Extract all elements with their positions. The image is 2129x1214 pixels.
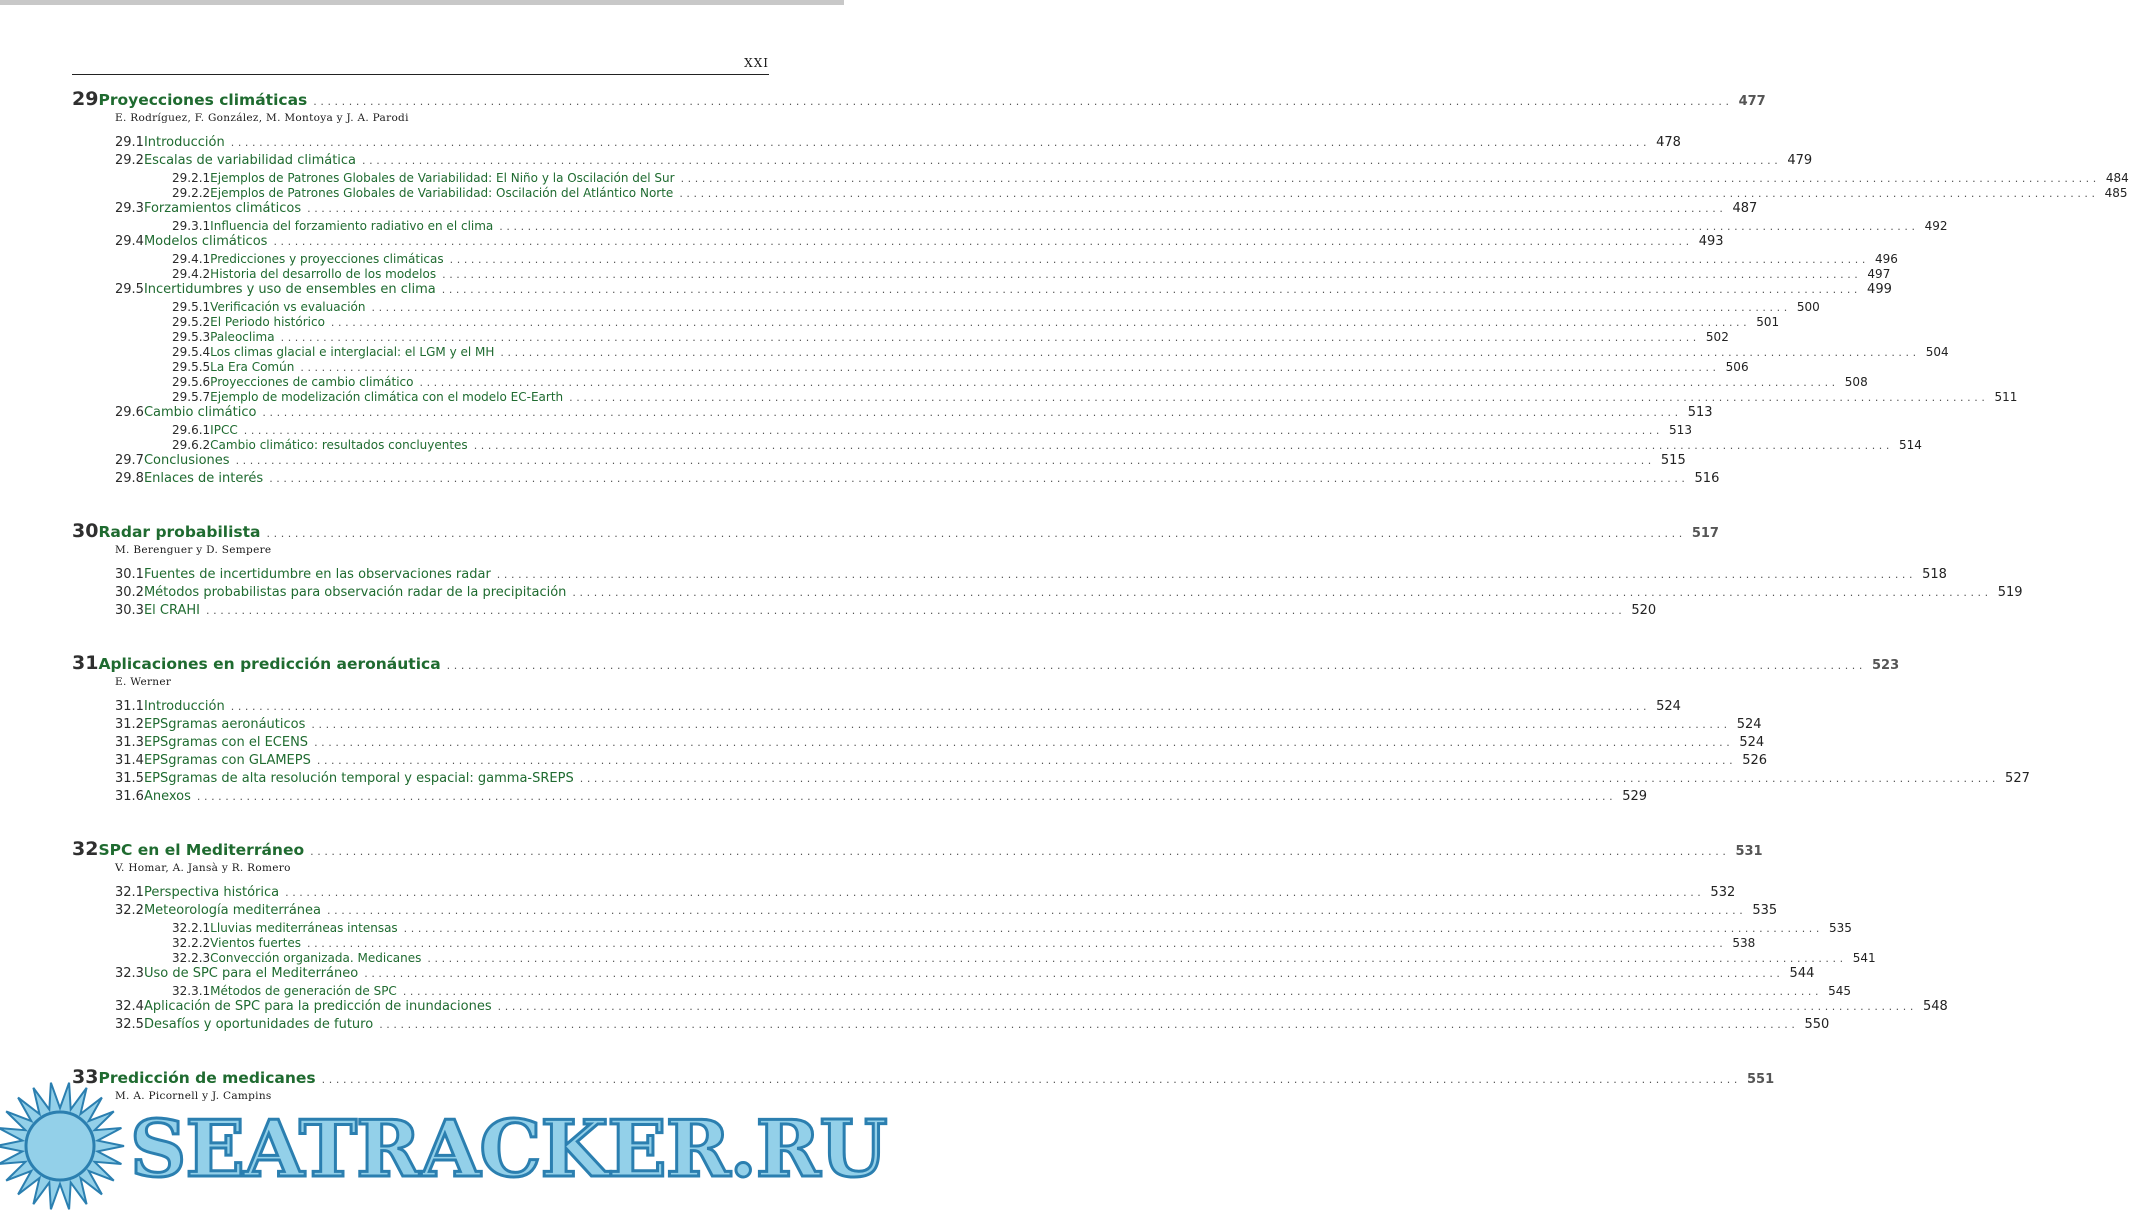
leader-dots: ........................................................................................................................................................................................................ [310, 845, 1730, 858]
section-number: 29.3 [115, 201, 144, 216]
sun-icon [0, 1083, 124, 1210]
subsection-title[interactable]: IPCC [210, 423, 238, 437]
chapter-page: 477 [1738, 94, 1766, 109]
section-title[interactable]: EPSgramas con GLAMEPS [143, 753, 311, 768]
section-page: 499 [1867, 282, 1892, 297]
section-number: 32.2 [115, 903, 144, 918]
leader-dots: ........................................................................................................................................................................................................ [266, 527, 1686, 540]
section-page: 519 [1997, 585, 2023, 600]
subsection-title[interactable]: El Periodo histórico [210, 315, 325, 329]
section-number: 29.4 [115, 234, 144, 249]
chapter-authors: M. A. Picornell y J. Campins [115, 1090, 272, 1102]
subsection-page: 500 [1796, 300, 1820, 314]
toc-subsection[interactable] [72, 315, 1780, 330]
section-number: 30.1 [115, 567, 144, 582]
subsection-title[interactable]: Lluvias mediterráneas intensas [210, 921, 398, 935]
subsection-title[interactable]: La Era Común [210, 360, 295, 374]
section-title[interactable]: El CRAHI [143, 603, 200, 618]
leader-dots: ........................................................................................................................................................................................................ [273, 235, 1693, 248]
leader-dots: ........................................................................................................................................................................................................ [427, 952, 1847, 965]
subsection-page: 492 [1924, 219, 1948, 233]
subsection-title[interactable]: Verificación vs evaluación [210, 300, 366, 314]
section-number: 29.6 [115, 405, 144, 420]
subsection-page: 513 [1669, 423, 1692, 437]
section-title[interactable]: Aplicación de SPC para la predicción de inundaciones [143, 999, 492, 1014]
toc-subsection[interactable] [72, 345, 1949, 360]
section-title[interactable]: Meteorología mediterránea [143, 903, 322, 918]
section-page: 532 [1710, 885, 1736, 900]
leader-dots: ........................................................................................................................................................................................................ [449, 253, 1869, 266]
toc-section[interactable] [72, 966, 1815, 984]
section-number: 31.1 [115, 699, 144, 714]
chapter-page: 551 [1746, 1072, 1775, 1087]
leader-dots: ........................................................................................................................................................................................................ [206, 604, 1626, 617]
section-title[interactable]: Conclusiones [143, 453, 230, 468]
leader-dots: ........................................................................................................................................................................................................ [300, 361, 1720, 374]
subsection-number: 29.6.2 [172, 438, 211, 452]
toc-subsection[interactable] [72, 423, 1692, 438]
leader-dots: ........................................................................................................................................................................................................ [313, 95, 1733, 108]
leader-dots: ........................................................................................................................................................................................................ [500, 346, 1920, 359]
section-title[interactable]: Fuentes de incertidumbre en las observaciones radar [143, 567, 491, 582]
chapter-number: 33 [72, 1066, 99, 1088]
toc-subsection[interactable] [72, 300, 1820, 315]
subsection-page: 545 [1828, 984, 1852, 998]
section-number: 32.5 [115, 1017, 144, 1032]
leader-dots: ........................................................................................................................................................................................................ [280, 331, 1700, 344]
subsection-title[interactable]: Vientos fuertes [210, 936, 302, 950]
leader-dots: ........................................................................................................................................................................................................ [572, 586, 1992, 599]
header-rule [72, 74, 769, 75]
leader-dots: ........................................................................................................................................................................................................ [262, 406, 1682, 419]
chapter-number: 29 [72, 88, 99, 110]
toc-section[interactable] [72, 717, 1762, 735]
leader-dots: ........................................................................................................................................................................................................ [499, 220, 1919, 233]
section-number: 30.3 [115, 603, 144, 618]
chapter-authors: V. Homar, A. Jansà y R. Romero [115, 862, 291, 874]
toc-section[interactable] [72, 789, 1648, 807]
chapter-authors: M. Berenguer y D. Sempere [115, 544, 272, 556]
leader-dots: ........................................................................................................................................................................................................ [285, 886, 1705, 899]
subsection-page: 514 [1899, 438, 1922, 452]
chapter-title[interactable]: SPC en el Mediterráneo [98, 841, 305, 859]
leader-dots: ........................................................................................................................................................................................................ [442, 268, 1862, 281]
section-title[interactable]: Introducción [143, 135, 225, 150]
leader-dots: ........................................................................................................................................................................................................ [379, 1018, 1799, 1031]
section-title[interactable]: Perspectiva histórica [143, 885, 280, 900]
chapter-page: 531 [1735, 844, 1763, 859]
section-number: 29.7 [115, 453, 144, 468]
toc-section[interactable] [72, 567, 1947, 585]
toc-section[interactable] [72, 153, 1813, 171]
subsection-title[interactable]: Cambio climático: resultados concluyentes [210, 438, 468, 452]
toc-subsection[interactable] [72, 984, 1852, 999]
leader-dots: ........................................................................................................................................................................................................ [402, 985, 1823, 998]
section-page: 520 [1631, 603, 1657, 618]
page-number: XXI [744, 56, 769, 70]
section-number: 32.3 [115, 966, 144, 981]
subsection-number: 32.3.1 [172, 984, 211, 998]
subsection-number: 32.2.3 [172, 951, 211, 965]
toc-subsection[interactable] [72, 375, 1868, 390]
section-title[interactable]: EPSgramas de alta resolución temporal y espacial: gamma-SREPS [143, 771, 574, 786]
subsection-number: 32.2.2 [172, 936, 211, 950]
section-number: 29.8 [115, 471, 144, 486]
toc-chapter [72, 88, 2129, 489]
subsection-number: 29.3.1 [172, 219, 211, 233]
subsection-title[interactable]: Métodos de generación de SPC [210, 984, 397, 998]
section-title[interactable]: Cambio climático [143, 405, 257, 420]
toc-subsection[interactable] [72, 951, 1876, 966]
toc-section[interactable] [72, 201, 1758, 219]
subsection-title[interactable]: Los climas glacial e interglacial: el LGM y el MH [210, 345, 495, 359]
toc-section[interactable] [72, 453, 1686, 471]
section-page: 515 [1660, 453, 1686, 468]
leader-dots: ........................................................................................................................................................................................................ [327, 904, 1747, 917]
subsection-title[interactable]: Paleoclima [210, 330, 275, 344]
subsection-number: 29.5.1 [172, 300, 211, 314]
subsection-page: 506 [1725, 360, 1749, 374]
toc-subsection[interactable] [72, 330, 1729, 345]
section-title[interactable]: Anexos [143, 789, 191, 804]
subsection-title[interactable]: Convección organizada. Medicanes [210, 951, 422, 965]
section-page: 526 [1742, 753, 1768, 768]
section-title[interactable]: Incertidumbres y uso de ensembles en clima [143, 282, 436, 297]
section-page: 524 [1656, 699, 1681, 714]
toc-subsection[interactable] [72, 186, 2128, 201]
section-page: 524 [1736, 717, 1762, 732]
chapter-heading[interactable] [72, 520, 1719, 542]
subsection-page: 501 [1756, 315, 1780, 329]
section-number: 31.4 [115, 753, 144, 768]
toc-section[interactable] [72, 903, 1778, 921]
chapter-title[interactable]: Aplicaciones en predicción aeronáutica [98, 655, 441, 673]
section-number: 32.1 [115, 885, 144, 900]
chapter-heading[interactable] [72, 838, 1763, 860]
leader-dots: ........................................................................................................................................................................................................ [330, 316, 1751, 329]
leader-dots: ........................................................................................................................................................................................................ [269, 472, 1689, 485]
toc-subsection[interactable] [72, 936, 1756, 951]
watermark-text: SEATRACKER.RU [130, 1104, 887, 1195]
section-title[interactable]: Forzamientos climáticos [143, 201, 302, 216]
subsection-number: 29.5.2 [172, 315, 211, 329]
section-title[interactable]: Métodos probabilistas para observación radar de la precipitación [143, 585, 567, 600]
section-page: 487 [1732, 201, 1758, 216]
chapter-authors: E. Werner [115, 676, 172, 688]
section-number: 31.2 [115, 717, 144, 732]
subsection-page: 504 [1925, 345, 1949, 359]
section-title[interactable]: Escalas de variabilidad climática [143, 153, 357, 168]
toc-section[interactable] [72, 603, 1657, 621]
chapter-title[interactable]: Radar probabilista [98, 523, 261, 541]
leader-dots: ........................................................................................................................................................................................................ [496, 568, 1917, 581]
toc-subsection[interactable] [72, 252, 1898, 267]
subsection-number: 29.2.1 [172, 171, 211, 185]
toc-subsection[interactable] [72, 219, 1948, 234]
leader-dots: ........................................................................................................................................................................................................ [362, 154, 1782, 167]
toc-chapter [72, 652, 2030, 807]
leader-dots: ........................................................................................................................................................................................................ [307, 202, 1727, 215]
subsection-page: 497 [1867, 267, 1891, 281]
subsection-number: 29.5.7 [172, 390, 211, 404]
section-number: 31.5 [115, 771, 144, 786]
section-number: 29.2 [115, 153, 144, 168]
section-page: 544 [1789, 966, 1815, 981]
section-title[interactable]: Desafíos y oportunidades de futuro [143, 1017, 374, 1032]
leader-dots: ........................................................................................................................................................................................................ [403, 922, 1823, 935]
chapter-number: 30 [72, 520, 99, 542]
section-page: 524 [1739, 735, 1765, 750]
toc-section[interactable] [72, 585, 2023, 603]
subsection-title[interactable]: Historia del desarrollo de los modelos [210, 267, 437, 281]
toc-subsection[interactable] [72, 360, 1749, 375]
leader-dots: ........................................................................................................................................................................................................ [446, 659, 1866, 672]
chapter-number: 32 [72, 838, 99, 860]
toc-chapter [72, 838, 1948, 1035]
subsection-number: 29.5.5 [172, 360, 211, 374]
chapter-page: 517 [1691, 526, 1719, 541]
subsection-page: 541 [1852, 951, 1876, 965]
subsection-page: 538 [1732, 936, 1756, 950]
subsection-number: 29.5.3 [172, 330, 211, 344]
leader-dots: ........................................................................................................................................................................................................ [230, 700, 1651, 713]
subsection-number: 29.6.1 [172, 423, 211, 437]
subsection-number: 29.5.6 [172, 375, 211, 389]
leader-dots: ........................................................................................................................................................................................................ [497, 1000, 1917, 1013]
subsection-title[interactable]: Ejemplos de Patrones Globales de Variabilidad: Oscilación del Atlántico Norte [210, 186, 674, 200]
leader-dots: ........................................................................................................................................................................................................ [196, 790, 1617, 803]
subsection-page: 508 [1844, 375, 1868, 389]
section-title[interactable]: Enlaces de interés [143, 471, 264, 486]
section-number: 29.5 [115, 282, 144, 297]
subsection-number: 29.5.4 [172, 345, 211, 359]
toc-section[interactable] [72, 885, 1736, 903]
subsection-page: 502 [1705, 330, 1729, 344]
subsection-number: 32.2.1 [172, 921, 211, 935]
section-page: 516 [1694, 471, 1720, 486]
leader-dots: ........................................................................................................................................................................................................ [364, 967, 1784, 980]
subsection-title[interactable]: Ejemplo de modelización climática con el modelo EC-Earth [210, 390, 564, 404]
section-page: 550 [1804, 1017, 1830, 1032]
section-page: 478 [1656, 135, 1681, 150]
subsection-title[interactable]: Proyecciones de cambio climático [210, 375, 414, 389]
leader-dots: ........................................................................................................................................................................................................ [441, 283, 1862, 296]
toc-subsection[interactable] [72, 267, 1891, 282]
section-page: 518 [1922, 567, 1947, 582]
toc-section[interactable] [72, 282, 1892, 300]
section-number: 31.3 [115, 735, 144, 750]
section-page: 479 [1787, 153, 1813, 168]
leader-dots: ........................................................................................................................................................................................................ [679, 187, 2099, 200]
section-page: 527 [2005, 771, 2030, 786]
toc-subsection[interactable] [72, 921, 1852, 936]
section-page: 548 [1922, 999, 1948, 1014]
section-number: 29.1 [115, 135, 144, 150]
section-page: 535 [1752, 903, 1778, 918]
chapter-title[interactable]: Proyecciones climáticas [98, 91, 308, 109]
leader-dots: ........................................................................................................................................................................................................ [311, 718, 1731, 731]
leader-dots: ........................................................................................................................................................................................................ [235, 454, 1655, 467]
toc-section[interactable] [72, 999, 1948, 1017]
subsection-title[interactable]: Influencia del forzamiento radiativo en el clima [210, 219, 494, 233]
chapter-title[interactable]: Predicción de medicanes [98, 1069, 316, 1087]
chapter-authors: E. Rodríguez, F. González, M. Montoya y J. A. Parodi [115, 112, 409, 124]
chapter-heading[interactable] [72, 88, 1766, 110]
toc-section[interactable] [72, 405, 1713, 423]
section-title[interactable]: Modelos climáticos [143, 234, 268, 249]
section-number: 30.2 [115, 585, 144, 600]
toc-section[interactable] [72, 1017, 1830, 1035]
toc-section[interactable] [72, 735, 1765, 753]
chapter-page: 523 [1872, 658, 1900, 673]
subsection-title[interactable]: Ejemplos de Patrones Globales de Variabilidad: El Niño y la Oscilación del Sur [210, 171, 675, 185]
section-page: 493 [1698, 234, 1724, 249]
toc-chapter [72, 520, 2023, 621]
subsection-page: 511 [1994, 390, 2018, 404]
leader-dots: ........................................................................................................................................................................................................ [321, 1073, 1741, 1086]
section-title[interactable]: EPSgramas con el ECENS [143, 735, 309, 750]
toc-section[interactable] [72, 135, 1681, 153]
subsection-number: 29.4.1 [172, 252, 211, 266]
toc-section[interactable] [72, 234, 1724, 252]
section-title[interactable]: Introducción [143, 699, 225, 714]
leader-dots: ........................................................................................................................................................................................................ [316, 754, 1737, 767]
chapter-heading[interactable] [72, 652, 1900, 674]
section-page: 513 [1687, 405, 1713, 420]
toc-section[interactable] [72, 753, 1768, 771]
section-number: 31.6 [115, 789, 144, 804]
leader-dots: ........................................................................................................................................................................................................ [314, 736, 1734, 749]
toc-subsection[interactable] [72, 438, 1922, 453]
chapter-number: 31 [72, 652, 99, 674]
toc-subsection[interactable] [72, 171, 2129, 186]
table-of-contents [72, 88, 2129, 1135]
subsection-page: 484 [2105, 171, 2129, 185]
leader-dots: ........................................................................................................................................................................................................ [243, 424, 1664, 437]
page-top-border [0, 0, 844, 5]
leader-dots: ........................................................................................................................................................................................................ [307, 937, 1727, 950]
subsection-page: 535 [1829, 921, 1852, 935]
subsection-number: 29.2.2 [172, 186, 211, 200]
leader-dots: ........................................................................................................................................................................................................ [230, 136, 1651, 149]
toc-section[interactable] [72, 471, 1720, 489]
toc-section[interactable] [72, 771, 2030, 789]
toc-section[interactable] [72, 699, 1681, 717]
subsection-title[interactable]: Predicciones y proyecciones climáticas [210, 252, 444, 266]
leader-dots: ........................................................................................................................................................................................................ [419, 376, 1839, 389]
toc-subsection[interactable] [72, 390, 2018, 405]
leader-dots: ........................................................................................................................................................................................................ [569, 391, 1989, 404]
leader-dots: ........................................................................................................................................................................................................ [473, 439, 1894, 452]
section-title[interactable]: EPSgramas aeronáuticos [143, 717, 306, 732]
leader-dots: ........................................................................................................................................................................................................ [371, 301, 1791, 314]
section-page: 529 [1622, 789, 1648, 804]
subsection-page: 496 [1874, 252, 1898, 266]
section-number: 32.4 [115, 999, 144, 1014]
section-title[interactable]: Uso de SPC para el Mediterráneo [143, 966, 359, 981]
leader-dots: ........................................................................................................................................................................................................ [680, 172, 2100, 185]
leader-dots: ........................................................................................................................................................................................................ [579, 772, 2000, 785]
subsection-number: 29.4.2 [172, 267, 211, 281]
subsection-page: 485 [2104, 186, 2128, 200]
